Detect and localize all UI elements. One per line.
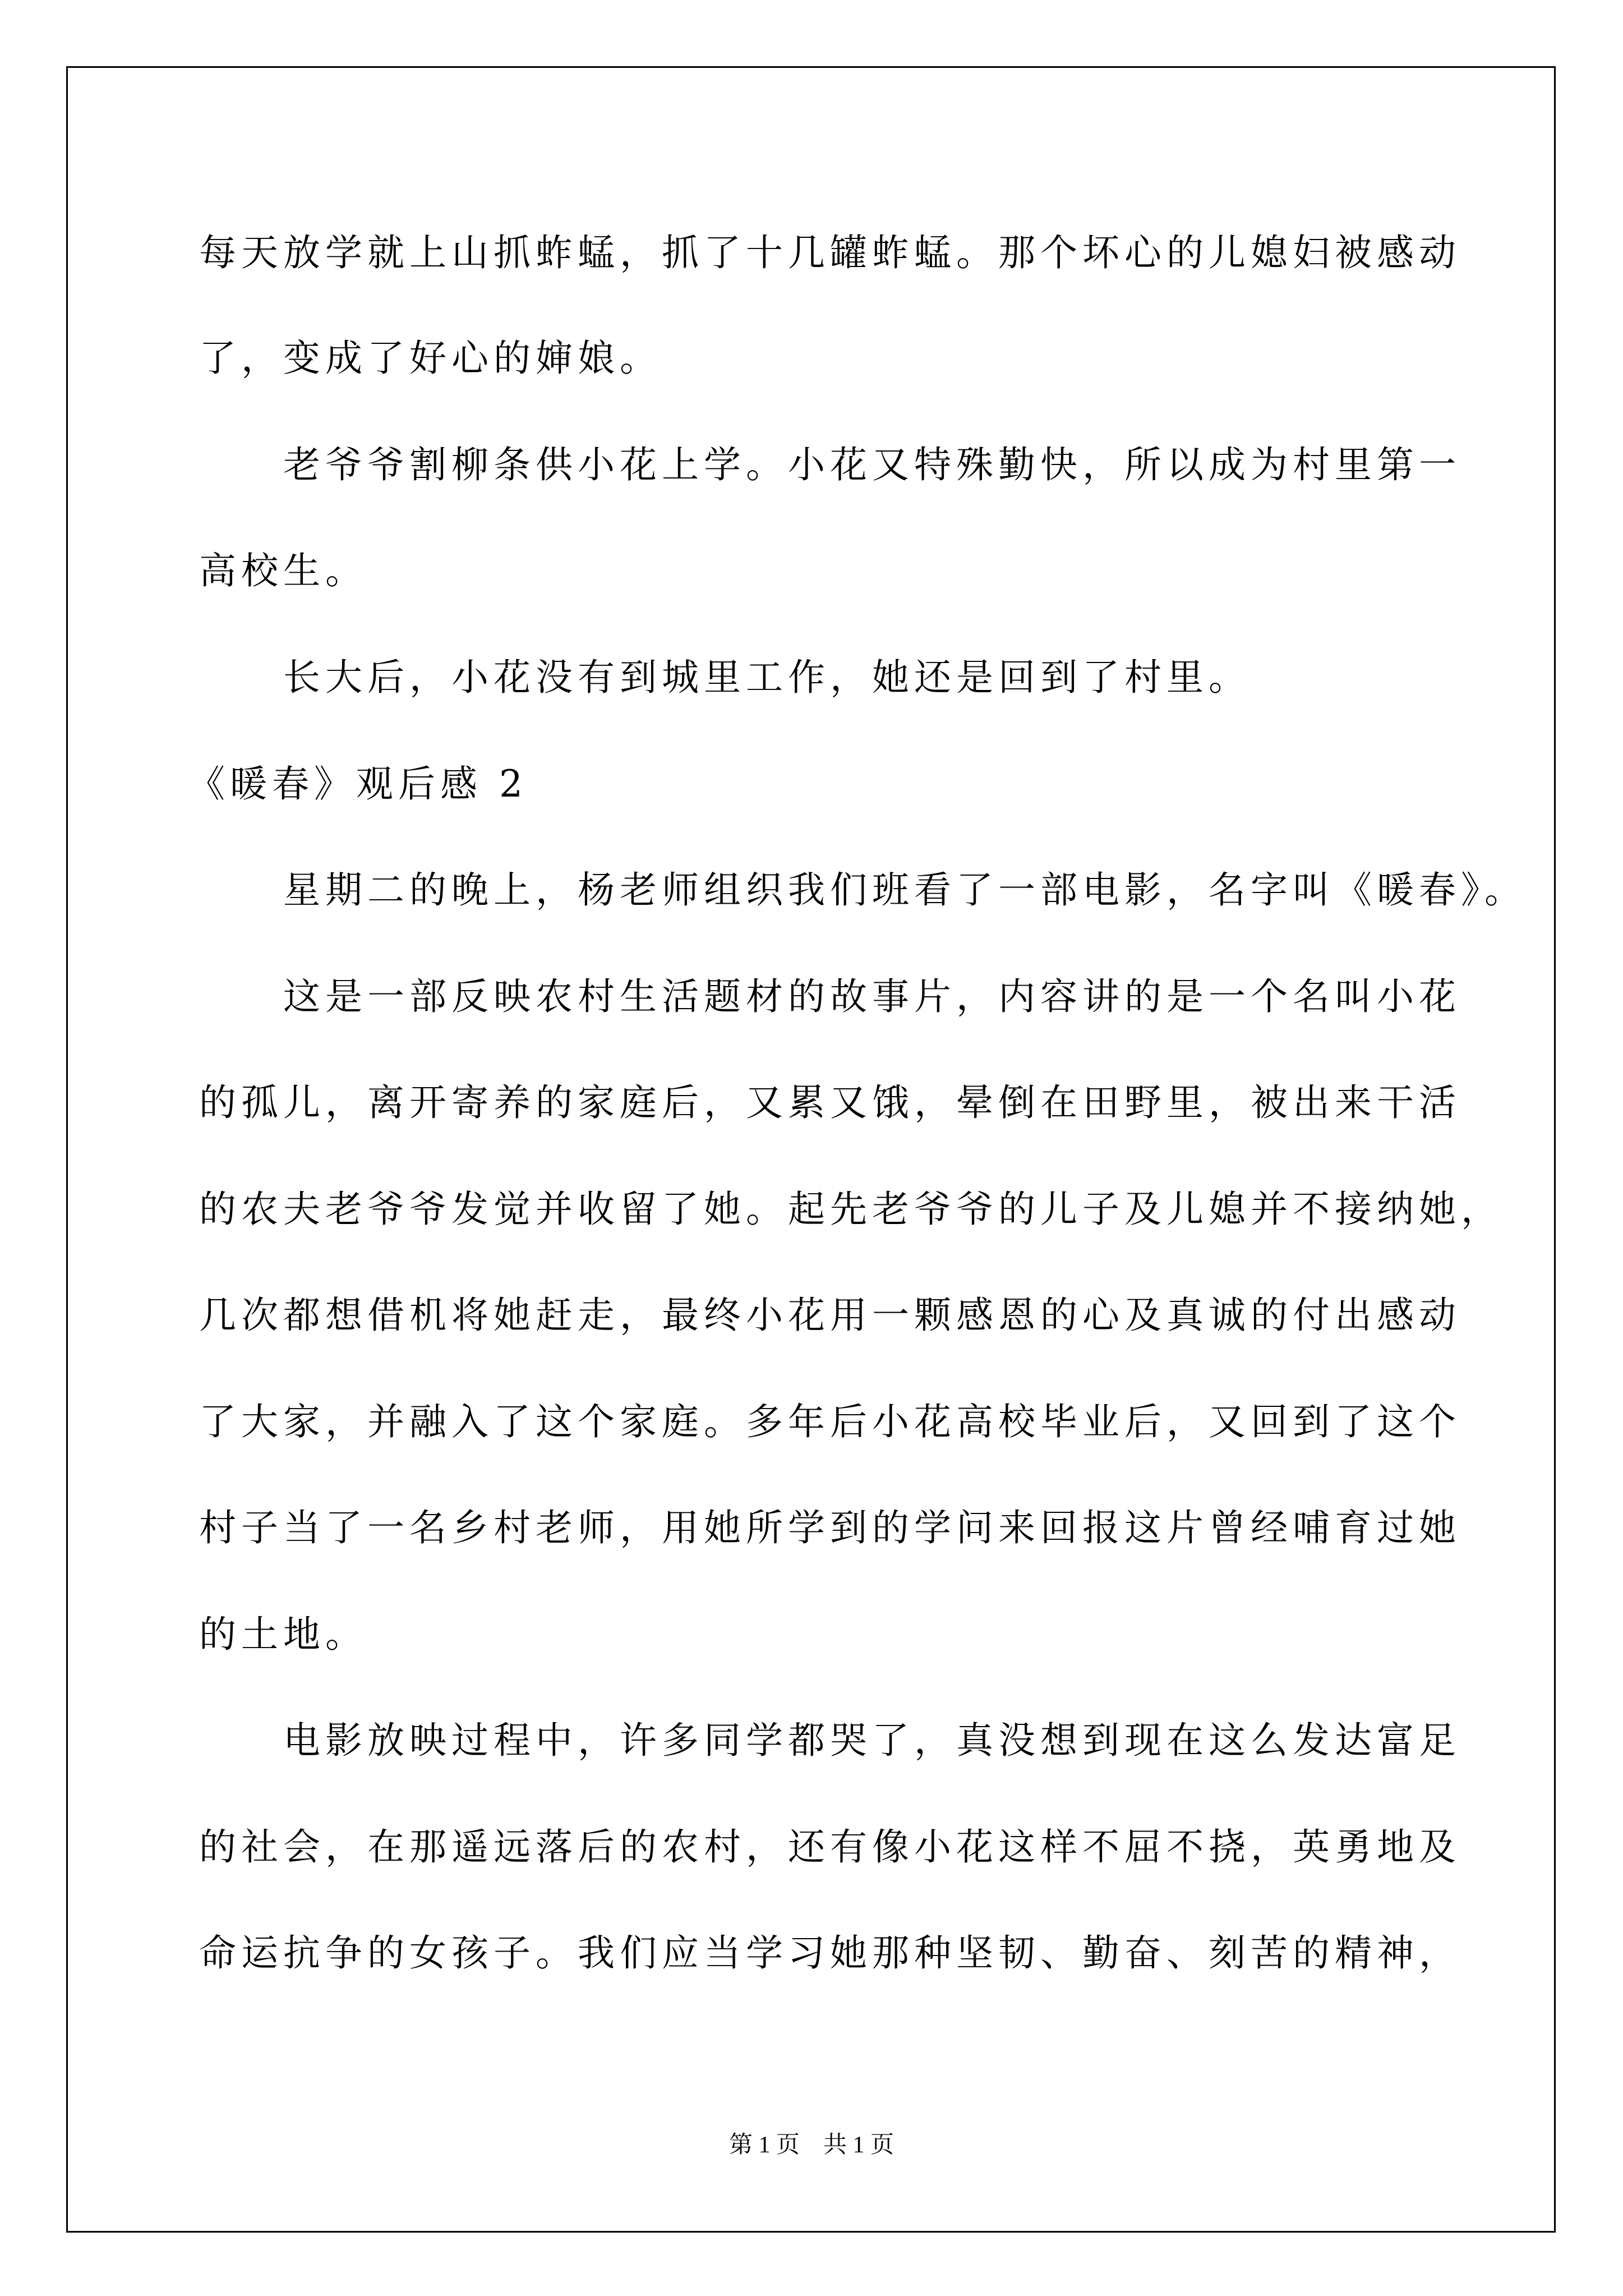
text-line: 了，变成了好心的婶娘。 (199, 337, 662, 380)
page-footer: 第 1 页 共 1 页 (728, 2132, 894, 2158)
text-line: 几次都想借机将她赶走，最终小花用一颗感恩的心及真诚的付出感动 (199, 1294, 1461, 1337)
text-line: 高校生。 (199, 549, 367, 592)
paragraph-start: 这是一部反映农村生活题材的故事片，内容讲的是一个名叫小花 (283, 975, 1461, 1018)
text-line: 的土地。 (199, 1613, 367, 1656)
paragraph-start: 长大后，小花没有到城里工作，她还是回到了村里。 (283, 656, 1251, 699)
paragraph-start: 老爷爷割柳条供小花上学。小花又特殊勤快，所以成为村里第一 (283, 443, 1461, 486)
page-border (66, 66, 1556, 2233)
paragraph-start: 星期二的晚上，杨老师组织我们班看了一部电影，名字叫《暖春》。 (283, 868, 1527, 912)
text-line: 每天放学就上山抓蚱蜢，抓了十几罐蚱蜢。那个坏心的儿媳妇被感动 (199, 231, 1461, 274)
text-line: 了大家，并融入了这个家庭。多年后小花高校毕业后，又回到了这个 (199, 1400, 1461, 1443)
text-line: 命运抗争的女孩子。我们应当学习她那种坚韧、勤奋、刻苦的精神， (199, 1931, 1461, 1975)
text-line: 的社会，在那遥远落后的农村，还有像小花这样不屈不挠，英勇地及 (199, 1825, 1461, 1869)
text-line: 的农夫老爷爷发觉并收留了她。起先老爷爷的儿子及儿媳并不接纳她， (199, 1188, 1503, 1231)
text-line: 的孤儿，离开寄养的家庭后，又累又饿，晕倒在田野里，被出来干活 (199, 1081, 1461, 1124)
section-heading: 《暖春》观后感 2 (188, 762, 528, 806)
text-line: 村子当了一名乡村老师，用她所学到的学问来回报这片曾经哺育过她 (199, 1506, 1461, 1549)
paragraph-start: 电影放映过程中，许多同学都哭了，真没想到现在这么发达富足 (283, 1719, 1461, 1762)
